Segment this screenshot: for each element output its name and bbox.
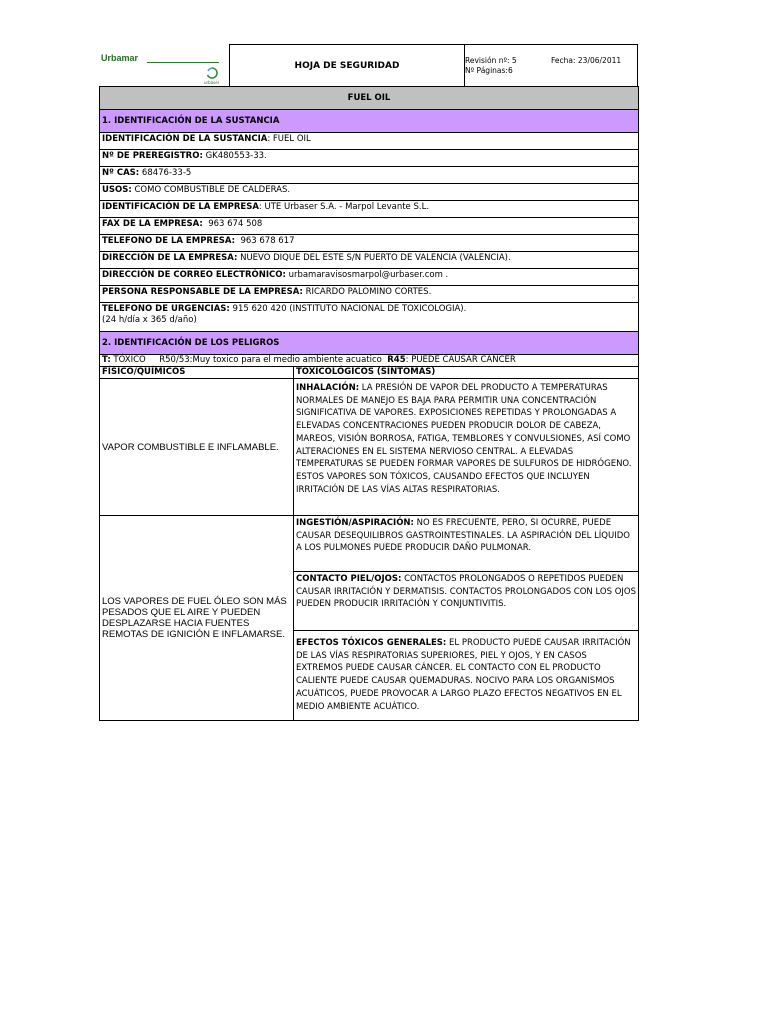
toxic-inhalation-label: INHALACIÓN: — [296, 383, 360, 393]
row-label: Nº CAS: — [102, 168, 140, 178]
row-value: FUEL OIL — [272, 134, 311, 144]
row-value: RICARDO PALOMINO CORTES. — [305, 287, 432, 297]
row-label: USOS: — [102, 185, 132, 195]
toxic-inhalation — [294, 379, 639, 516]
section-1-title: 1. IDENTIFICACIÓN DE LA SUSTANCIA — [100, 110, 639, 133]
section-2-title: 2. IDENTIFICACIÓN DE LOS PELIGROS — [100, 332, 639, 355]
row-label: TELEFONO DE URGENCIAS: — [102, 304, 230, 314]
identification-row — [100, 167, 639, 184]
row-value: NUEVO DIQUE DEL ESTE S/N PUERTO DE VALENCIA (VALENCIA). — [240, 253, 511, 263]
identification-row — [100, 286, 639, 303]
logo-subtext: urbaser — [204, 80, 220, 85]
physical-hazard-1: VAPOR COMBUSTIBLE E INFLAMABLE. — [100, 379, 294, 516]
row-value: urbamaravisosmarpol@urbaser.com . — [288, 270, 449, 280]
row-separator: : — [258, 202, 265, 212]
row-label: Nº DE PREREGISTRO: — [102, 151, 203, 161]
hazard-t-label: T: — [102, 355, 111, 365]
logo-underline — [147, 62, 219, 63]
toxicological-header: TOXICOLÓGICOS (SÍNTOMAS) — [294, 367, 639, 379]
hazard-r45-value: : PUEDE CAUSAR CANCER — [405, 355, 516, 365]
row-extra: (24 h/día x 365 d/año) — [102, 315, 197, 325]
identification-row — [100, 133, 639, 150]
identification-row — [100, 150, 639, 167]
identification-row — [100, 269, 639, 286]
toxic-ingestion — [294, 516, 639, 572]
toxic-skin-eyes — [294, 572, 639, 631]
row-value: 963 674 508 — [208, 219, 263, 229]
row-value: COMO COMBUSTIBLE DE CALDERAS. — [134, 185, 291, 195]
toxic-inhalation-text: LA PRESIÓN DE VAPOR DEL PRODUCTO A TEMPERATURAS NORMALES DE MANEJO ES BAJA PARA PERMITIR UNA CONCENTRACIÓN SIGNIFICATIVA DE VAPORES. EXPOSICIONES REPETIDAS Y PROLONGADAS A ELEVADAS CONCENTRACIONES PUEDEN PRODUCIR DOLOR DE CABEZA, MAREOS, VISIÓN BORROSA, FATIGA, TEMBLORES Y CONVULSIONES, ASÍ COMO ALTERACIONES EN EL SISTEMA NERVIOSO CENTRAL. A ELEVADAS TEMPERATURAS SE PUEDEN FORMAR VAPORES DE SULFUROS DE HIDRÓGENO. ESTOS VAPORES SON TÓXICOS, CAUSANDO EFECTOS QUE INCLUYEN IRRITACIÓN DE LAS VÍAS ALTAS RESPIRATORIAS. — [296, 383, 632, 495]
identification-row — [100, 303, 639, 332]
row-value: UTE Urbaser S.A. - Marpol Levante S.L. — [264, 202, 430, 212]
row-label: IDENTIFICACIÓN DE LA SUSTANCIA — [102, 134, 268, 144]
product-name: FUEL OIL — [100, 87, 639, 110]
safety-sheet — [99, 44, 638, 721]
row-separator: : — [267, 134, 273, 144]
toxic-general — [294, 631, 639, 721]
row-label: PERSONA RESPONSABLE DE LA EMPRESA: — [102, 287, 303, 297]
identification-row — [100, 184, 639, 201]
hazard-r45-label: R45 — [387, 355, 406, 365]
toxic-general-label: EFECTOS TÓXICOS GENERALES: — [296, 638, 447, 648]
revision-info — [463, 44, 638, 86]
toxic-ingestion-text: NO ES FRECUENTE, PERO, SI OCURRE, PUEDE CAUSAR DESEQUILIBROS GASTROINTESTINALES. LA ASPIRACIÓN DEL LÍQUIDO A LOS PULMONES PUEDE PRODUCIR DAÑO PULMONAR. — [296, 518, 630, 554]
safety-table — [99, 86, 639, 721]
logo-text: Urbamar — [101, 53, 139, 63]
toxic-skin-eyes-text: CONTACTOS PROLONGADOS O REPETIDOS PUEDEN CAUSAR IRRITACIÓN Y DERMATISIS. CONTACTOS PROLONGADOS CON LOS OJOS PUEDEN PRODUCIR IRRITACIÓN Y CONJUNTIVITIS. — [296, 574, 636, 610]
identification-row — [100, 252, 639, 269]
row-label: FAX DE LA EMPRESA: — [102, 219, 203, 229]
document-title: HOJA DE SEGURIDAD — [229, 44, 465, 86]
row-label: TELEFONO DE LA EMPRESA: — [102, 236, 236, 246]
row-value: GK480553-33. — [205, 151, 267, 161]
company-logo — [99, 44, 229, 86]
revision-number: Revisión nº: 5 — [465, 56, 517, 65]
section-1-rows — [100, 133, 639, 332]
physical-hazard-2: LOS VAPORES DE FUEL ÓLEO SON MÁS PESADOS QUE EL AIRE Y PUEDEN DESPLAZARSE HACIA FUENTES REMOTAS DE IGNICIÓN E INFLAMARSE. — [100, 516, 294, 721]
row-label: IDENTIFICACIÓN DE LA EMPRESA — [102, 202, 259, 212]
hazard-t-value: TÓXICO R50/53:Muy toxico para el medio ambiente acuatico — [110, 355, 388, 365]
document-header — [99, 44, 638, 86]
row-label: DIRECCIÓN DE LA EMPRESA: — [102, 253, 238, 263]
physical-chemical-header: FÍSICO/QUÍMICOS — [100, 367, 294, 379]
toxic-skin-eyes-label: CONTACTO PIEL/OJOS: — [296, 574, 402, 584]
revision-date: Fecha: 23/06/2011 — [551, 56, 622, 65]
identification-row — [100, 201, 639, 218]
identification-row — [100, 235, 639, 252]
row-value: 963 678 617 — [240, 236, 295, 246]
toxic-general-text: EL PRODUCTO PUEDE CAUSAR IRRITACIÓN DE LAS VÍAS RESPIRATORIAS SUPERIORES, PIEL Y OJOS, Y EN CASOS EXTREMOS PUEDE CAUSAR CÁNCER. EL CONTACTO CON EL PRODUCTO CALIENTE PUEDE CAUSAR QUEMADURAS. NOCIVO PARA LOS ORGANISMOS ACUÁTICOS, PUEDE PROVOCAR A LARGO PLAZO EFECTOS NEGATIVOS EN EL MEDIO AMBIENTE ACUÁTICO. — [296, 638, 631, 712]
identification-row — [100, 218, 639, 235]
page-count: Nº Páginas:6 — [465, 66, 513, 75]
row-value: 915 620 420 (INSTITUTO NACIONAL DE TOXICOLOGIA). — [232, 304, 467, 314]
row-value: 68476-33-5 — [141, 168, 192, 178]
row-label: DIRECCIÓN DE CORREO ELECTRÓNICO: — [102, 270, 286, 280]
toxic-ingestion-label: INGESTIÓN/ASPIRACIÓN: — [296, 518, 414, 528]
hazard-classification — [100, 355, 639, 367]
